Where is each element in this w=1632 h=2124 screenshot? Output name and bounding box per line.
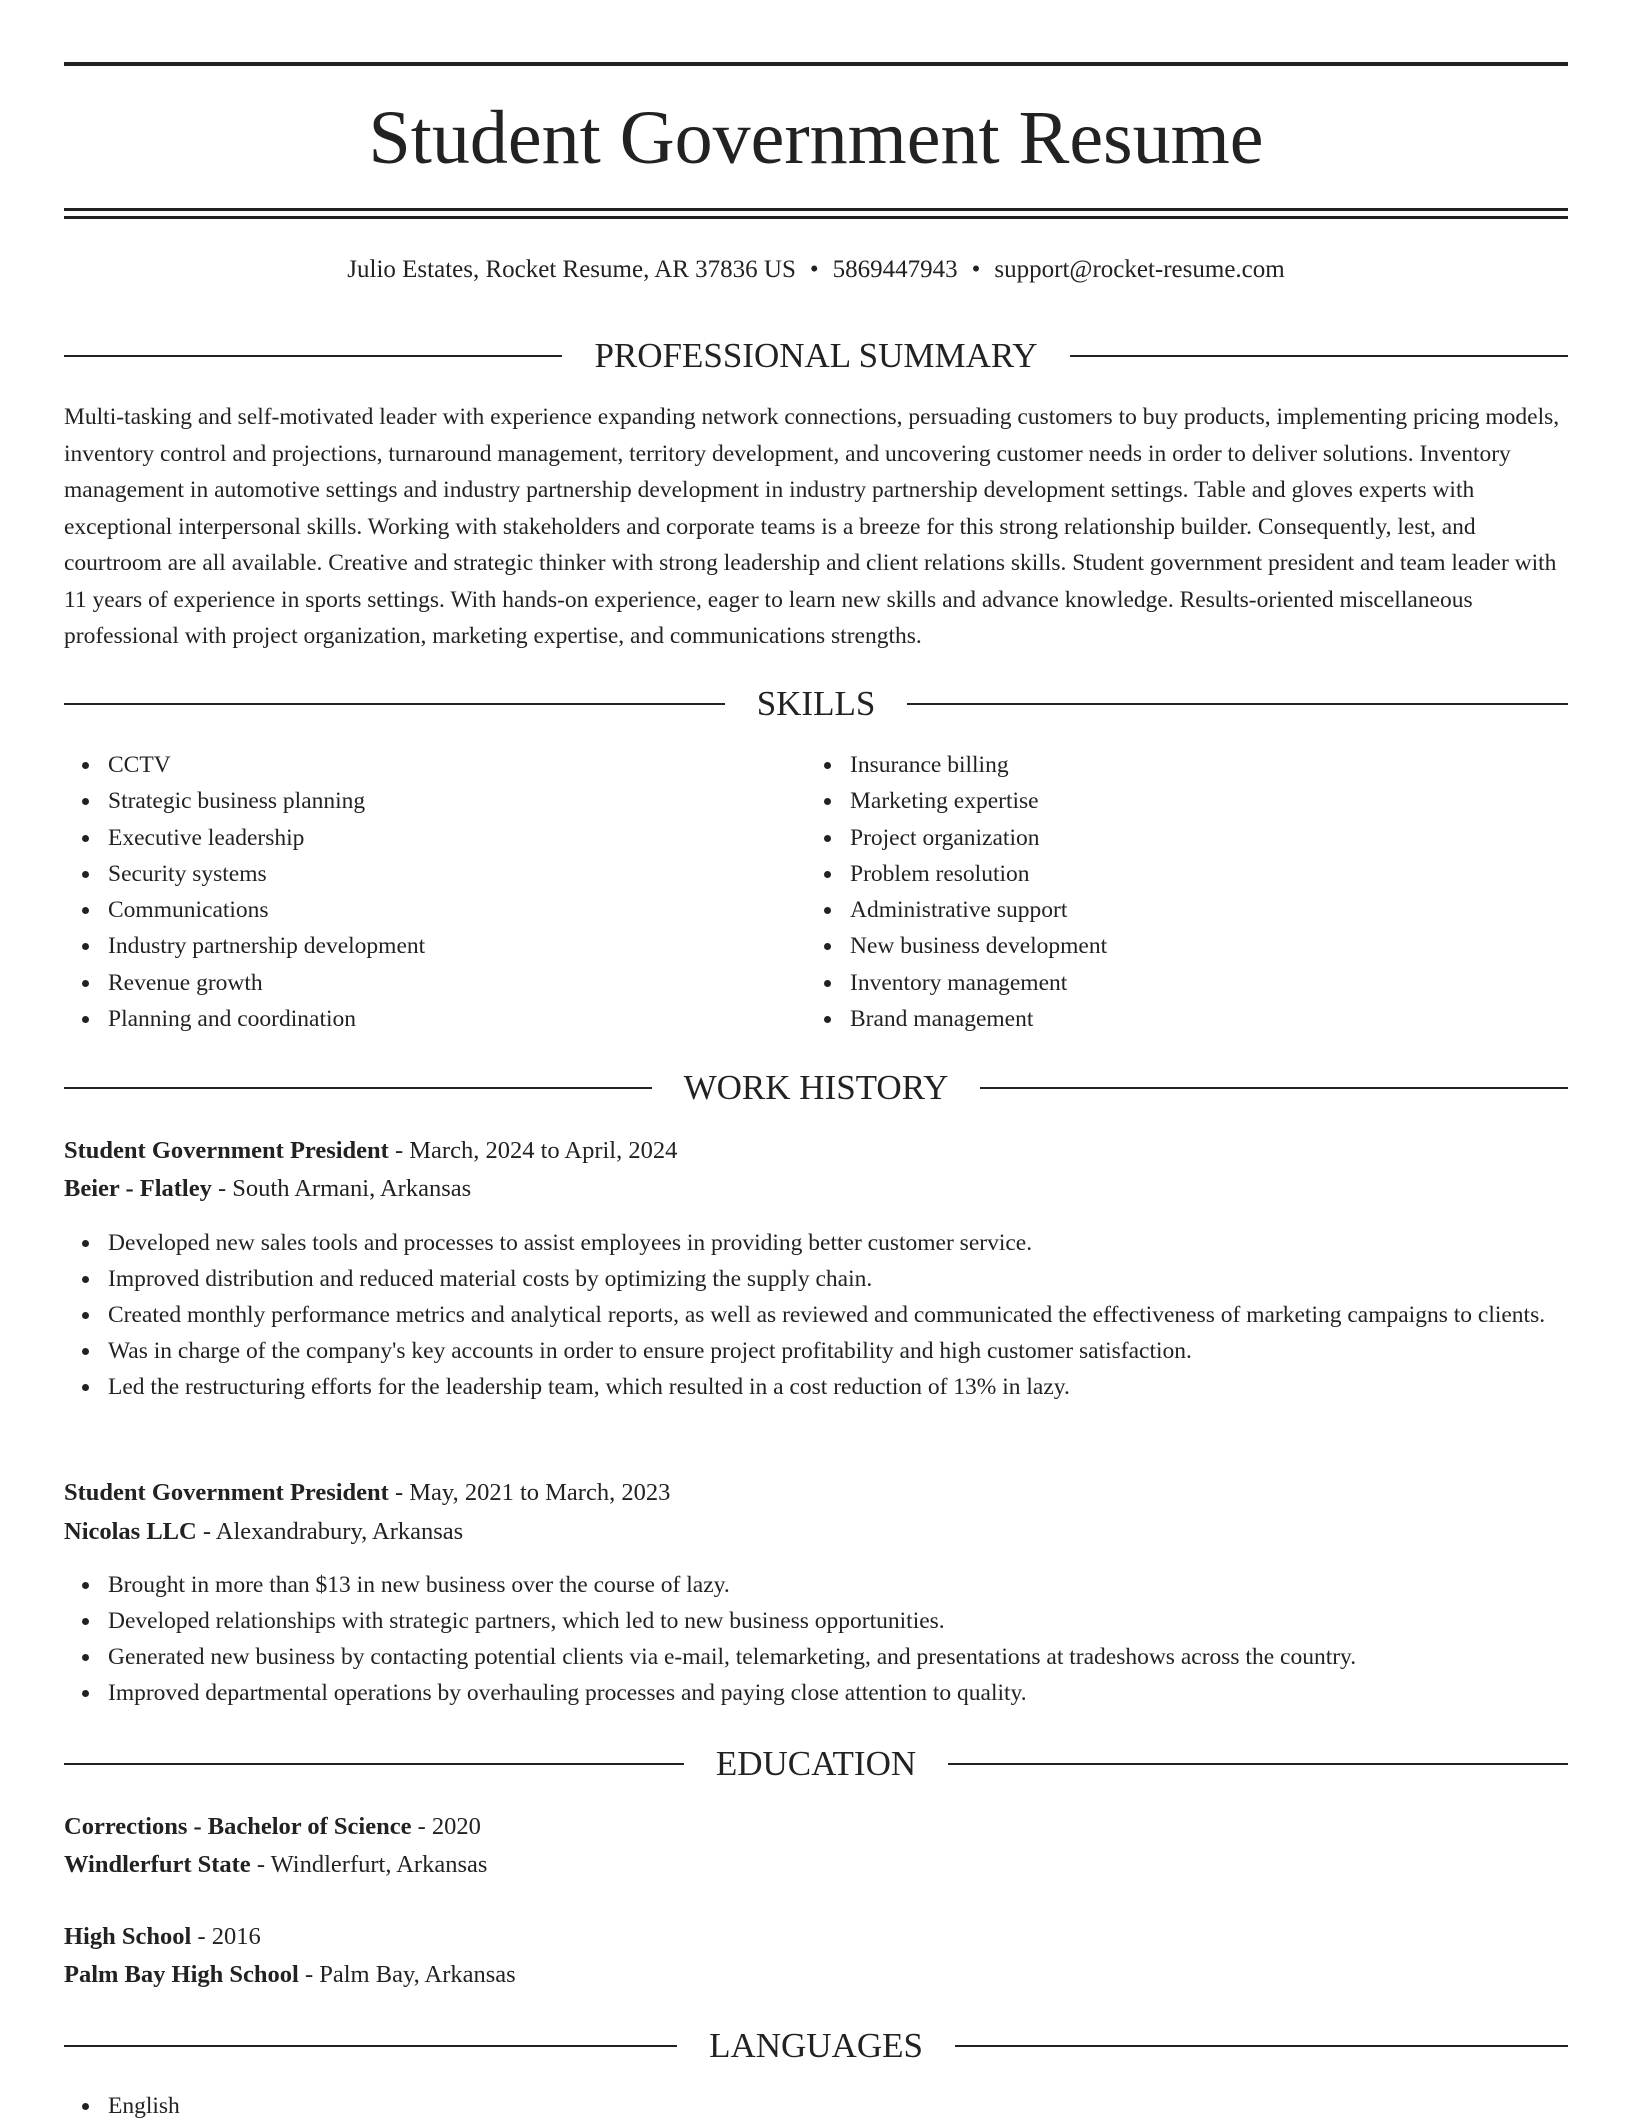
job-bullet: Improved departmental operations by overhauling processes and paying close attention to quality.	[108, 1675, 1568, 1711]
skill-item: Inventory management	[850, 965, 1107, 1001]
skill-item: Brand management	[850, 1001, 1107, 1037]
section-rule	[980, 1087, 1568, 1089]
contact-separator: •	[971, 256, 981, 283]
skill-item: Planning and coordination	[108, 1001, 425, 1037]
job-dates: - May, 2021 to March, 2023	[388, 1479, 671, 1506]
job-title: Student Government President	[64, 1137, 389, 1164]
contact-separator: •	[809, 256, 819, 283]
section-header-skills	[64, 682, 1568, 726]
job-bullet: Led the restructuring efforts for the leadership team, which resulted in a cost reduction of 13% in lazy.	[108, 1369, 1568, 1405]
education-year: - 2020	[411, 1813, 481, 1840]
job-dates: - March, 2024 to April, 2024	[388, 1137, 678, 1164]
section-header-education	[64, 1742, 1568, 1786]
section-rule	[64, 703, 725, 705]
contact-address: Julio Estates, Rocket Resume, AR 37836 US	[347, 256, 796, 283]
skill-item: Problem resolution	[850, 856, 1107, 892]
section-title: LANGUAGES	[709, 2026, 923, 2065]
job-title-line	[64, 1475, 670, 1511]
job-location: - Alexandrabury, Arkansas	[196, 1518, 464, 1545]
job-company-line	[64, 1171, 471, 1207]
title-double-rule	[64, 208, 1568, 219]
education-degree: Corrections - Bachelor of Science	[64, 1813, 412, 1840]
section-header-summary	[64, 334, 1568, 378]
languages-list	[64, 2088, 1568, 2124]
summary-paragraph: Multi-tasking and self-motivated leader with experience expanding network connections, persuading customers to buy products, implementing pricing models, inventory control and projections, turnaround management, territory development, and uncovering customer needs in order to deliver solutions. Inventory management in automotive settings and industry partnership development in industry partnership development settings. Table and gloves experts with exceptional interpersonal skills. Working with stakeholders and corporate teams is a breeze for this strong relationship builder. Consequently, lest, and courtroom are all available. Creative and strategic thinker with strong leadership and client relations skills. Student government president and team leader with 11 years of experience in sports settings. With hands-on experience, eager to learn new skills and advance knowledge. Results-oriented miscellaneous professional with project organization, marketing expertise, and communications strengths.	[64, 404, 1560, 649]
section-rule	[64, 2045, 677, 2047]
job-bullet: Brought in more than $13 in new business over the course of lazy.	[108, 1567, 1568, 1603]
section-header-work	[64, 1066, 1568, 1110]
skills-list-right	[806, 747, 1107, 1037]
skill-item: Project organization	[850, 820, 1107, 856]
education-degree-line	[64, 1919, 261, 1955]
skill-item: Industry partnership development	[108, 928, 425, 964]
job-bullet: Generated new business by contacting potential clients via e-mail, telemarketing, and presentations at tradeshows across the country.	[108, 1639, 1568, 1675]
top-rule	[64, 62, 1568, 66]
job-bullet: Developed new sales tools and processes to assist employees in providing better customer service.	[108, 1225, 1568, 1261]
section-title: SKILLS	[756, 684, 876, 723]
job-location: - South Armani, Arkansas	[211, 1175, 472, 1202]
job-bullet: Developed relationships with strategic partners, which led to new business opportunities.	[108, 1603, 1568, 1639]
skill-item: Revenue growth	[108, 965, 425, 1001]
education-school: Palm Bay High School	[64, 1961, 299, 1988]
section-title: PROFESSIONAL SUMMARY	[594, 336, 1038, 375]
job-company: Beier - Flatley	[64, 1175, 212, 1202]
education-school-line	[64, 1847, 487, 1883]
skill-item: Security systems	[108, 856, 425, 892]
skill-item: CCTV	[108, 747, 425, 783]
resume-title: Student Government Resume	[368, 96, 1264, 180]
contact-line	[64, 252, 1568, 288]
job-company-line	[64, 1514, 463, 1550]
section-rule	[64, 1087, 652, 1089]
job-title: Student Government President	[64, 1479, 389, 1506]
job-bullets	[64, 1225, 1568, 1405]
section-title: EDUCATION	[715, 1744, 917, 1783]
section-title: WORK HISTORY	[683, 1068, 949, 1107]
skill-item: Executive leadership	[108, 820, 425, 856]
job-title-line	[64, 1133, 677, 1169]
job-bullets	[64, 1567, 1568, 1711]
skill-item: Marketing expertise	[850, 783, 1107, 819]
skill-item: Administrative support	[850, 892, 1107, 928]
job-bullet: Improved distribution and reduced material costs by optimizing the supply chain.	[108, 1261, 1568, 1297]
job-bullet: Created monthly performance metrics and analytical reports, as well as reviewed and communicated the effectiveness of marketing campaigns to clients.	[108, 1297, 1568, 1333]
education-location: - Windlerfurt, Arkansas	[250, 1851, 488, 1878]
section-rule	[64, 355, 562, 357]
job-bullet: Was in charge of the company's key accounts in order to ensure project profitability and high customer satisfaction.	[108, 1333, 1568, 1369]
skill-item: Communications	[108, 892, 425, 928]
section-rule	[907, 703, 1568, 705]
education-degree-line	[64, 1809, 481, 1845]
contact-email: support@rocket-resume.com	[994, 256, 1285, 283]
section-header-languages	[64, 2024, 1568, 2068]
section-rule	[64, 1763, 684, 1765]
skill-item: Strategic business planning	[108, 783, 425, 819]
section-rule	[1070, 355, 1568, 357]
education-school-line	[64, 1957, 516, 1993]
education-location: - Palm Bay, Arkansas	[298, 1961, 516, 1988]
section-rule	[955, 2045, 1568, 2047]
skills-list-left	[64, 747, 425, 1037]
language-item: English	[108, 2088, 1568, 2124]
skill-item: Insurance billing	[850, 747, 1107, 783]
skill-item: New business development	[850, 928, 1107, 964]
education-year: - 2016	[191, 1923, 261, 1950]
education-school: Windlerfurt State	[64, 1851, 251, 1878]
education-degree: High School	[64, 1923, 192, 1950]
section-rule	[948, 1763, 1568, 1765]
job-company: Nicolas LLC	[64, 1518, 197, 1545]
contact-phone: 5869447943	[832, 256, 958, 283]
